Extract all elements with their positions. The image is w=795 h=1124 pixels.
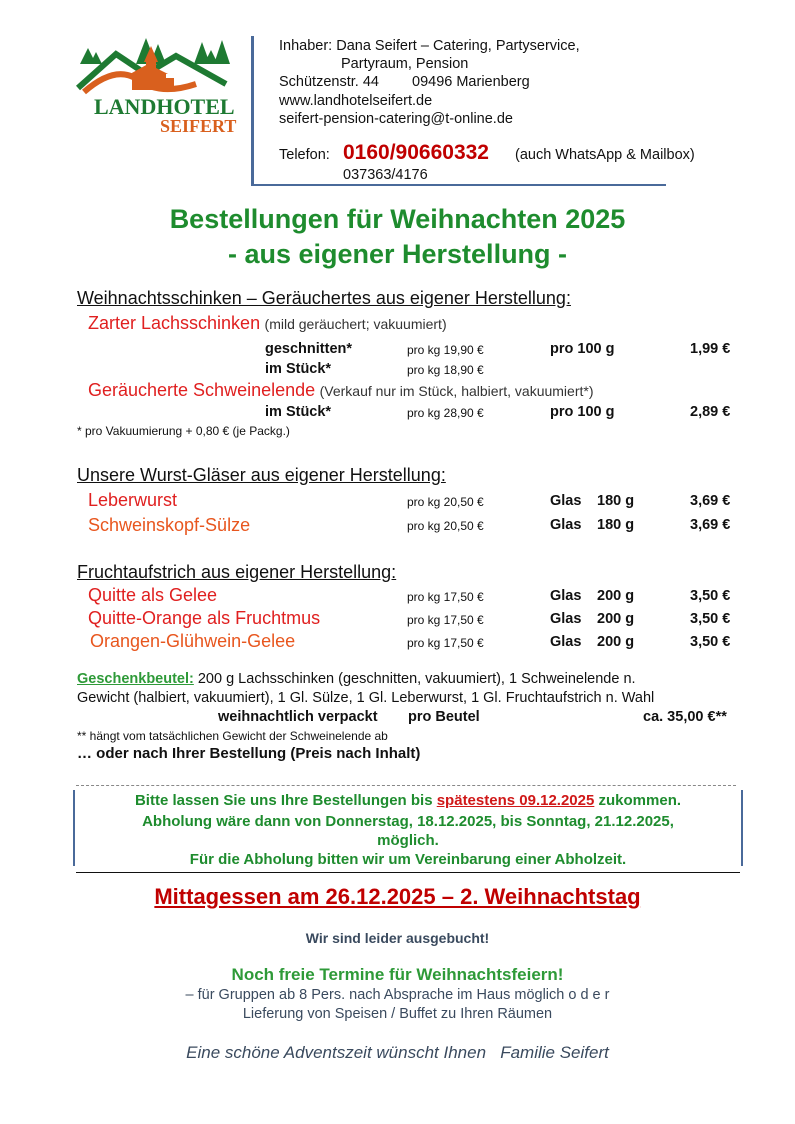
unit-label: Glas [550,493,582,509]
price: 1,99 € [690,341,731,357]
section-heading-frucht: Fruchtaufstrich aus eigener Herstellung: [77,562,397,582]
row-label: geschnitten* [265,341,353,357]
item-name: Geräucherte Schweinelende [88,380,316,400]
unit-label: pro 100 g [550,341,615,357]
logo-word2: SEIFERT [160,116,237,136]
lunch-booked: Wir sind leider ausgebucht! [305,930,490,946]
phone-landline[interactable]: 037363/4176 [343,167,428,183]
deadline: spätestens 09.12.2025 [436,792,595,809]
price-per-kg: pro kg 20,50 € [407,519,484,533]
size: 180 g [597,493,635,509]
item-name: Quitte-Orange als Fruchtmus [88,608,321,628]
gift-text2: Gewicht (halbiert, vakuumiert), 1 Gl. Sülze, 1 Gl. Leberwurst, 1 Gl. Fruchtaufstrich n. Wahl [77,690,655,706]
owner-line1: Inhaber: Dana Seifert – Catering, Partyservice, [279,38,580,54]
size: 200 g [597,588,635,604]
item-name: Zarter Lachsschinken [88,313,261,333]
price: 3,69 € [690,493,731,509]
events-heading: Noch freie Termine für Weihnachtsfeiern! [231,965,564,984]
price-per-kg: pro kg 18,90 € [407,363,484,377]
price-per-kg: pro kg 19,90 € [407,343,484,357]
item-name: Orangen-Glühwein-Gelee [90,631,296,651]
list-item-lachsschinken [88,313,447,334]
header-divider-horizontal [254,184,666,186]
phone-mobile[interactable]: 0160/90660332 [343,141,489,164]
price: 3,50 € [690,588,731,604]
unit-label: pro 100 g [550,404,615,420]
gift-desc: 200 g Lachsschinken (geschnitten, vakuumiert), 1 Schweinelende n. [193,671,636,687]
item-name: Schweinskopf-Sülze [88,515,251,535]
section-heading-wurst: Unsere Wurst-Gläser aus eigener Herstellung: [77,465,446,485]
page-subtitle: - aus eigener Herstellung - [227,239,568,269]
closing-family: Familie Seifert [500,1043,609,1062]
footnote: * pro Vakuumierung + 0,80 € (je Packg.) [77,424,290,438]
gift-price: ca. 35,00 €** [643,709,727,725]
lunch-heading [0,884,795,910]
divider [76,785,736,786]
notice-text: Bitte lassen Sie uns Ihre Bestellungen bis [134,792,437,809]
street: Schützenstr. 44 [279,74,379,90]
item-desc: (mild geräuchert; vakuumiert) [264,316,447,332]
website-link[interactable]: www.landhotelseifert.de [279,93,433,109]
closing-text: Eine schöne Adventszeit wünscht Ihnen [186,1043,487,1062]
price: 3,50 € [690,611,731,627]
price-per-kg: pro kg 17,50 € [407,590,484,604]
notice-line2: Abholung wäre dann von Donnerstag, 18.12.2025, bis Sonntag, 21.12.2025, [142,813,674,830]
gift-label: Geschenkbeutel: [77,671,194,687]
unit-label: Glas [550,517,582,533]
section-heading-ham: Weihnachtsschinken – Geräuchertes aus eigener Herstellung: [77,288,571,308]
notice-line4: Für die Abholung bitten wir um Vereinbarung einer Abholzeit. [189,851,627,868]
email-link[interactable]: seifert-pension-catering@t-online.de [279,111,513,127]
price-per-kg: pro kg 17,50 € [407,613,484,627]
item-desc: (Verkauf nur im Stück, halbiert, vakuumiert*) [319,383,594,399]
price-per-kg: pro kg 17,50 € [407,636,484,650]
price: 2,89 € [690,404,731,420]
gift-text1 [77,671,636,687]
gift-order: … oder nach Ihrer Bestellung (Preis nach Inhalt) [77,745,421,762]
price: 3,69 € [690,517,731,533]
item-name: Quitte als Gelee [88,585,218,605]
gift-per: pro Beutel [408,709,480,725]
notice-line3: möglich. [377,832,439,849]
gift-footnote: ** hängt vom tatsächlichen Gewicht der Schweinelende ab [77,729,388,743]
landhotel-logo [76,34,252,184]
price: 3,50 € [690,634,731,650]
header-divider-vertical [251,36,254,186]
phone-note: (auch WhatsApp & Mailbox) [515,147,695,163]
size: 180 g [597,517,635,533]
unit-label: Glas [550,588,582,604]
divider [76,872,740,873]
size: 200 g [597,634,635,650]
notice-text: zukommen. [594,792,682,809]
events-line1: – für Gruppen ab 8 Pers. nach Absprache im Haus möglich o d e r [185,987,610,1003]
page-title: Bestellungen für Weihnachten 2025 [169,204,626,234]
events-line2: Lieferung von Speisen / Buffet zu Ihren Räumen [242,1006,553,1022]
unit-label: Glas [550,611,582,627]
lunch-title: Mittagessen am 26.12.2025 – 2. Weihnachtstag [154,884,641,909]
phone-label: Telefon: [279,147,330,163]
list-item-schweinelende [88,380,594,401]
item-name: Leberwurst [88,490,178,510]
price-per-kg: pro kg 20,50 € [407,495,484,509]
size: 200 g [597,611,635,627]
logo-word1: LANDHOTEL [94,94,235,119]
owner-line2: Partyraum, Pension [341,56,469,72]
city: 09496 Marienberg [412,74,530,90]
gift-packed: weihnachtlich verpackt [218,709,378,725]
notice-line1 [76,792,740,809]
unit-label: Glas [550,634,582,650]
row-label: im Stück* [265,361,332,377]
price-per-kg: pro kg 28,90 € [407,406,484,420]
closing [0,1043,795,1063]
row-label: im Stück* [265,404,332,420]
